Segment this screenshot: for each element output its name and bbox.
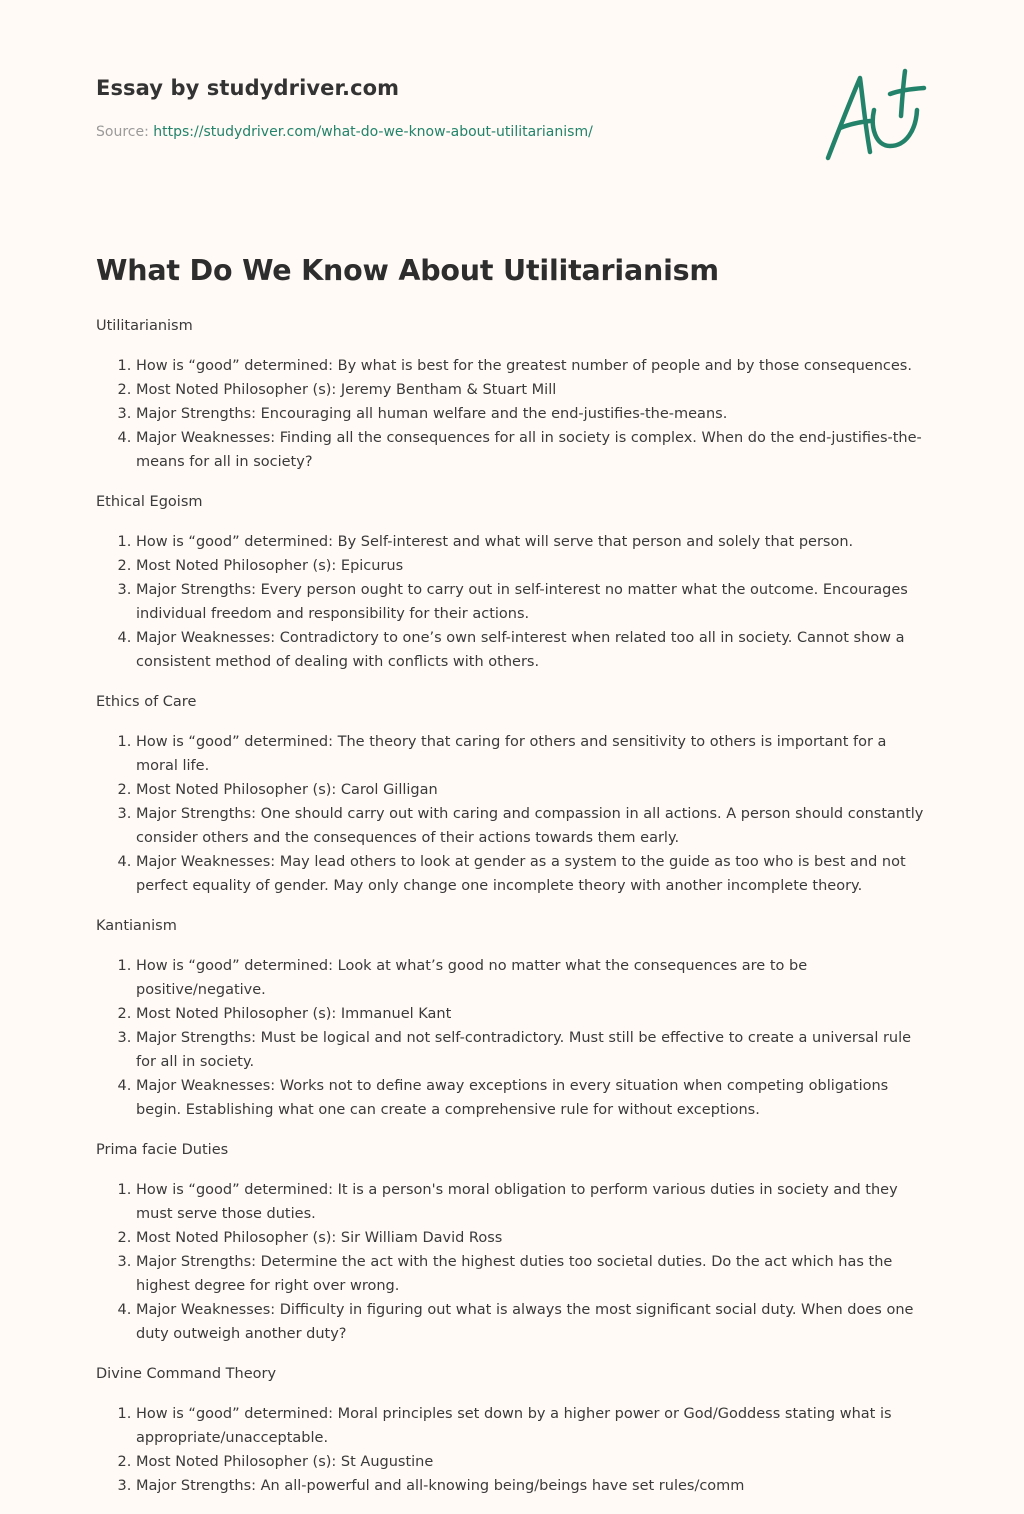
section-list: [96, 1178, 928, 1346]
list-item: 3. Major Strengths: One should carry out with caring and compassion in all actions. A person should constantly consider others and the consequences of their actions towards them early.: [136, 802, 928, 850]
list-item: 2. Most Noted Philosopher (s): Immanuel Kant: [136, 1002, 928, 1026]
section-list: [96, 954, 928, 1122]
list-item: 2. Most Noted Philosopher (s): Epicurus: [136, 554, 928, 578]
site-title: Essay by studydriver.com: [96, 76, 400, 100]
list-item: 2. Most Noted Philosopher (s): Sir William David Ross: [136, 1226, 928, 1250]
list-item: 3. Major Strengths: An all-powerful and all-knowing being/beings have set rules/comm: [136, 1474, 928, 1498]
list-item: 2. Most Noted Philosopher (s): Jeremy Bentham & Stuart Mill: [136, 378, 928, 402]
section-heading: Ethics of Care: [96, 694, 197, 710]
list-item: 1. How is “good” determined: By Self-interest and what will serve that person and solely that person.: [136, 530, 928, 554]
list-item: 3. Major Strengths: Every person ought to carry out in self-interest no matter what the outcome. Encourages individual freedom and responsibility for their actions.: [136, 578, 928, 626]
list-item: 3. Major Strengths: Determine the act with the highest duties too societal duties. Do the act which has the highest degree for right over wrong.: [136, 1250, 928, 1298]
essay-title: What Do We Know About Utilitarianism: [96, 254, 719, 287]
section-heading: Prima facie Duties: [96, 1142, 229, 1158]
section-heading: Divine Command Theory: [96, 1366, 277, 1382]
section-heading: Ethical Egoism: [96, 494, 203, 510]
list-item: 2. Most Noted Philosopher (s): St Augustine: [136, 1450, 928, 1474]
list-item: 1. How is “good” determined: It is a person's moral obligation to perform various duties in society and they must serve those duties.: [136, 1178, 928, 1226]
list-item: 2. Most Noted Philosopher (s): Carol Gilligan: [136, 778, 928, 802]
list-item: 3. Major Strengths: Must be logical and not self-contradictory. Must still be effective to create a universal rule for all in society.: [136, 1026, 928, 1074]
essay-body: [96, 314, 928, 1514]
list-item: 1. How is “good” determined: Moral principles set down by a higher power or God/Goddess stating what is appropriate/unacceptable.: [136, 1402, 928, 1450]
list-item: 4. Major Weaknesses: May lead others to look at gender as a system to the guide as too who is best and not perfect equality of gender. May only change one incomplete theory with another incomplete theory.: [136, 850, 928, 898]
section-list: [96, 1402, 928, 1498]
source-label: Source:: [96, 124, 154, 140]
section-heading: Kantianism: [96, 918, 177, 934]
list-item: 4. Major Weaknesses: Contradictory to one’s own self-interest when related too all in society. Cannot show a consistent method of dealing with conflicts with others.: [136, 626, 928, 674]
source-link[interactable]: https://studydriver.com/what-do-we-know-about-utilitarianism/: [153, 124, 593, 140]
section-list: [96, 530, 928, 674]
source-line: [96, 124, 593, 140]
list-item: 1. How is “good” determined: The theory that caring for others and sensitivity to others is important for a moral life.: [136, 730, 928, 778]
section-list: [96, 730, 928, 898]
list-item: 4. Major Weaknesses: Difficulty in figuring out what is always the most significant social duty. When does one duty outweigh another duty?: [136, 1298, 928, 1346]
list-item: 1. How is “good” determined: By what is best for the greatest number of people and by those consequences.: [136, 354, 928, 378]
section-heading: Utilitarianism: [96, 318, 193, 334]
list-item: 3. Major Strengths: Encouraging all human welfare and the end-justifies-the-means.: [136, 402, 928, 426]
a-plus-logo-icon: [820, 66, 932, 166]
list-item: 4. Major Weaknesses: Works not to define away exceptions in every situation when competing obligations begin. Establishing what one can create a comprehensive rule for without exceptions.: [136, 1074, 928, 1122]
list-item: 4. Major Weaknesses: Finding all the consequences for all in society is complex. When do the end-justifies-the-means for all in society?: [136, 426, 928, 474]
list-item: 1. How is “good” determined: Look at what’s good no matter what the consequences are to be positive/negative.: [136, 954, 928, 1002]
section-list: [96, 354, 928, 474]
